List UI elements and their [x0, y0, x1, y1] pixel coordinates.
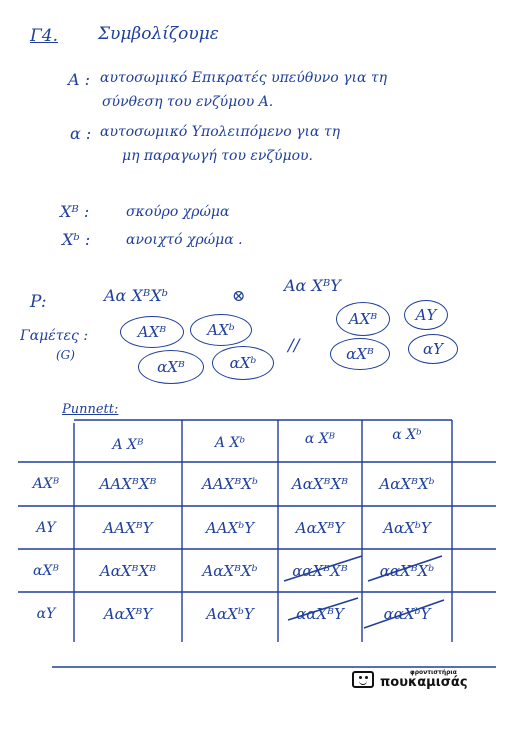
- punnett-cell-4-1: ΑαXᴮY: [103, 605, 153, 623]
- logo-small-text: φροντιστήρια: [410, 669, 457, 676]
- gametes-label: Γαμέτες :: [20, 328, 89, 344]
- smiley-box-icon: [352, 671, 374, 688]
- punnett-cell-2-1: ΑΑXᴮY: [103, 519, 153, 537]
- row-header-3: αXᴮ: [33, 563, 59, 579]
- punnett-cell-2-4: ΑαXᵇY: [383, 519, 431, 537]
- cross-male: Αα XᴮY: [284, 276, 341, 295]
- row-header-2: ΑY: [36, 520, 56, 536]
- col-header-1: Α Xᴮ: [112, 437, 144, 453]
- punnett-title: Punnett:: [62, 402, 119, 417]
- allele-A-line1: αυτοσωμικό Επικρατές υπεύθυνο για τη: [100, 70, 388, 86]
- problem-label: Γ4.: [30, 26, 59, 46]
- allele-A-symbol: Α :: [68, 70, 91, 89]
- male-gamete-1: ΑXᴮ: [336, 302, 390, 336]
- cross-label: P:: [30, 292, 47, 312]
- male-gamete-2: ΑY: [404, 300, 448, 330]
- xb-dark-symbol: Xᴮ :: [60, 202, 90, 221]
- punnett-cell-3-1: ΑαXᴮXᴮ: [99, 562, 157, 580]
- punnett-cell-3-3: ααXᴮXᴮ: [292, 562, 348, 580]
- xb-light-symbol: Xᵇ :: [62, 230, 91, 249]
- female-gamete-3: αXᴮ: [138, 350, 204, 384]
- logo-brand-text: πουκαμισάς: [380, 675, 468, 690]
- cross-female: Αα XᴮXᵇ: [104, 286, 169, 305]
- male-gamete-3: αXᴮ: [330, 338, 390, 370]
- col-header-2: Α Xᵇ: [214, 435, 246, 451]
- female-gamete-4: αXᵇ: [212, 346, 274, 380]
- punnett-cell-1-2: ΑΑXᴮXᵇ: [202, 475, 258, 493]
- allele-A-line2: σύνθεση του ενζύμου Α.: [102, 94, 274, 110]
- allele-a-line1: αυτοσωμικό Υπολειπόμενο για τη: [100, 124, 341, 140]
- punnett-cell-4-4: ααXᵇY: [383, 605, 431, 623]
- col-header-3: α Xᴮ: [304, 431, 336, 447]
- punnett-cell-1-1: ΑΑXᴮXᴮ: [99, 475, 157, 493]
- cross-operator: ⊗: [232, 286, 246, 305]
- punnett-cell-2-2: ΑΑXᵇY: [205, 519, 255, 537]
- row-header-1: ΑXᴮ: [32, 476, 60, 492]
- allele-a-line2: μη παραγωγή του ενζύμου.: [122, 148, 314, 164]
- punnett-cell-4-3: ααXᴮY: [296, 605, 344, 623]
- page-heading: Συμβολίζουμε: [98, 24, 219, 44]
- punnett-cell-2-3: ΑαXᴮY: [295, 519, 345, 537]
- gamete-separator: //: [288, 336, 300, 356]
- punnett-cell-4-2: ΑαXᵇY: [206, 605, 254, 623]
- male-gamete-4: αY: [408, 334, 458, 364]
- female-gamete-1: ΑXᴮ: [120, 316, 184, 348]
- gametes-sublabel: (G): [56, 348, 75, 362]
- punnett-cell-1-4: ΑαXᴮXᵇ: [379, 475, 435, 493]
- female-gamete-2: ΑXᵇ: [190, 314, 252, 346]
- allele-a-symbol: α :: [70, 124, 92, 143]
- row-header-4: αY: [36, 606, 56, 622]
- publisher-logo: [352, 670, 468, 689]
- punnett-cell-1-3: ΑαXᴮXᴮ: [291, 475, 349, 493]
- punnett-cell-3-4: ααXᴮXᵇ: [379, 562, 435, 580]
- xb-dark-text: σκούρο χρώμα: [126, 204, 230, 220]
- punnett-cell-3-2: ΑαXᴮXᵇ: [202, 562, 258, 580]
- col-header-4: α Xᵇ: [392, 427, 422, 443]
- xb-light-text: ανοιχτό χρώμα .: [126, 232, 243, 248]
